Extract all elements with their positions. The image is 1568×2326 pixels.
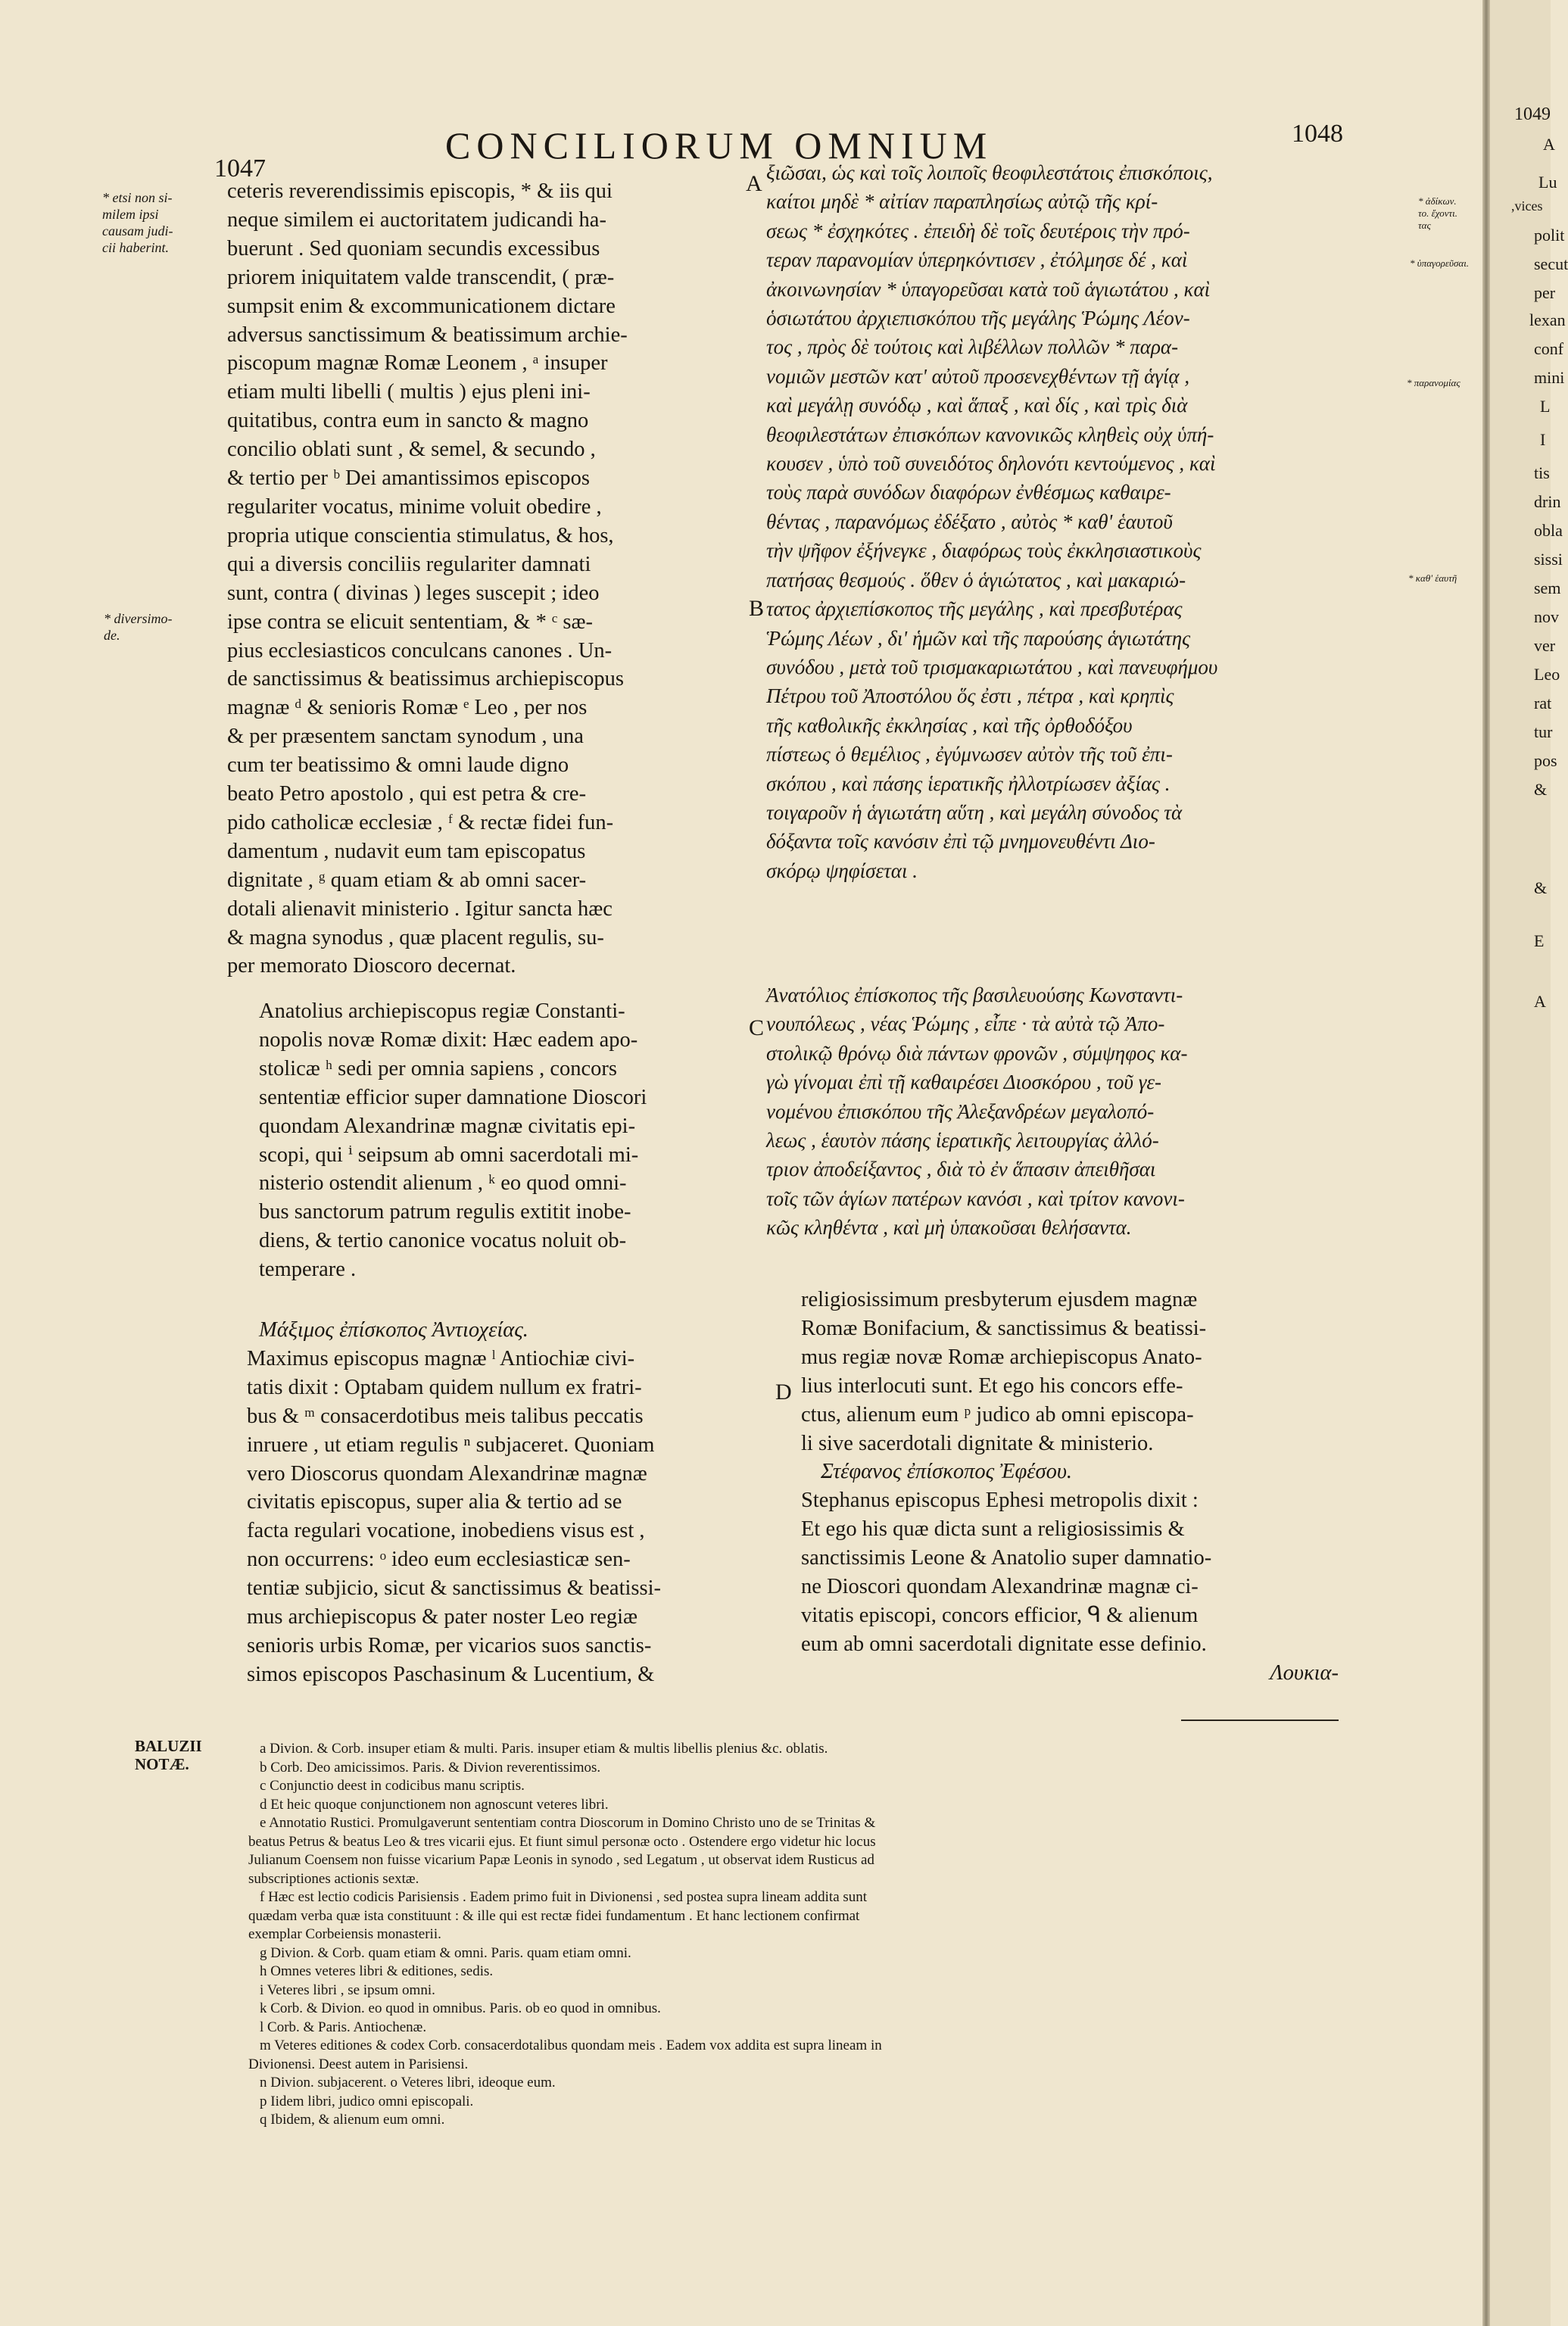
text-line: Πέτρου τοῦ Ἀποστόλου ὅς ἐστι , πέτρα , καὶ κρηπὶς bbox=[766, 684, 1174, 708]
margin-note-line: * παρανομίας bbox=[1407, 377, 1460, 388]
facing-line: sem bbox=[1534, 578, 1561, 597]
text-line: Stephanus episcopus Ephesi metropolis dixit : bbox=[801, 1489, 1199, 1513]
section-marker-d: D bbox=[775, 1380, 792, 1405]
page-number-left: 1047 bbox=[214, 154, 266, 182]
text-line: dotali alienavit ministerio . Igitur sancta hæc bbox=[227, 896, 613, 921]
text-line: qui a diversis conciliis regulariter damnati bbox=[227, 552, 591, 576]
text-line: ipse contra se elicuit sententiam, & * ᶜ sæ- bbox=[227, 610, 593, 634]
text-line: Maximus episcopus magnæ ˡ Antiochiæ civi- bbox=[247, 1346, 635, 1370]
text-line: sunt, contra ( divinas ) leges suscepit ; ideo bbox=[227, 581, 600, 605]
text-line: θεοφιλεστάτων ἐπισκόπων κανονικῶς κληθεὶς οὐχ ὑπή- bbox=[766, 422, 1214, 446]
text-line: δόξαντα τοῖς κανόσιν ἐπὶ τῷ μνημονευθέντι Διο- bbox=[766, 830, 1155, 853]
text-line: λεως , ἑαυτὸν πάσης ἱερατικῆς λειτουργίας ἀλλό- bbox=[766, 1129, 1159, 1152]
text-line: στολικῷ θρόνῳ διὰ πάντων φρονῶν , σύμψηφος κα- bbox=[766, 1041, 1188, 1065]
text-line: diens, & tertio canonice vocatus noluit ob- bbox=[259, 1229, 627, 1253]
footnote-line: q Ibidem, & alienum eum omni. bbox=[260, 2112, 445, 2128]
text-line: pius ecclesiasticos conculcans canones . Un- bbox=[227, 638, 613, 663]
facing-line: & bbox=[1534, 780, 1548, 799]
footnote-line: Julianum Coensem non fuisse vicarium Papæ Leonis in synodo , sed Legatum , ut observat idem Rusticus ad bbox=[248, 1852, 874, 1868]
footnote-line: i Veteres libri , se ipsum omni. bbox=[260, 1981, 435, 1998]
text-line: τοιγαροῦν ἡ ἁγιωτάτη αὕτη , καὶ μεγάλη σύνοδος τὰ bbox=[766, 800, 1183, 824]
margin-note-right-4 bbox=[1408, 572, 1457, 585]
footnote-line: Divionensi. Deest autem in Parisiensi. bbox=[248, 2056, 469, 2072]
facing-line: mini bbox=[1534, 368, 1565, 387]
text-line: vitatis episcopi, concors efficior, ᑫ & alienum bbox=[801, 1603, 1199, 1627]
latin-column-anatolius bbox=[259, 997, 751, 1284]
text-line: κῶς κληθέντα , καὶ μὴ ὑπακοῦσαι θελήσαντα. bbox=[766, 1216, 1132, 1239]
facing-line: & bbox=[1534, 878, 1548, 897]
text-line: vero Dioscorus quondam Alexandrinæ magnæ bbox=[247, 1461, 647, 1486]
facing-line: I bbox=[1540, 430, 1546, 449]
margin-note-line: de. bbox=[104, 628, 120, 643]
footnote-line: l Corb. & Paris. Antiochenæ. bbox=[260, 2019, 427, 2035]
footnote-line: subscriptiones actionis sextæ. bbox=[248, 1870, 419, 1887]
text-line: inruere , ut etiam regulis ⁿ subjaceret. Quoniam bbox=[247, 1433, 655, 1457]
facing-line: ver bbox=[1534, 636, 1556, 655]
text-line: σεως * ἐσχηκότες . ἐπειδὴ δὲ τοῖς δευτέροις τὴν πρό- bbox=[766, 219, 1190, 242]
footnote-line: b Corb. Deo amicissimos. Paris. & Divion reverentissimos. bbox=[260, 1759, 601, 1776]
section-marker-b: B bbox=[749, 596, 765, 621]
text-line: Romæ Bonifacium, & sanctissimus & beatissi- bbox=[801, 1316, 1207, 1340]
text-line: θέντας , παρανόμως ἐδέξατο , αὐτὸς * καθ' ἑαυτοῦ bbox=[766, 510, 1173, 533]
text-line: nisterio ostendit alienum , ᵏ eo quod omni- bbox=[259, 1171, 627, 1196]
facing-line: Α bbox=[1534, 992, 1546, 1011]
text-line: τεραν παρανομίαν ὑπερηκόντισεν , ἐτόλμησε δέ , καὶ bbox=[766, 248, 1188, 272]
text-line: νομένου ἐπισκόπου τῆς Ἀλεξανδρέων μεγαλοπό- bbox=[766, 1099, 1155, 1123]
text-line: senioris urbis Romæ, per vicarios suos sanctis- bbox=[247, 1633, 652, 1657]
text-line: tentiæ subjicio, sicut & sanctissimus & beatissi- bbox=[247, 1576, 662, 1601]
footnote-line: d Et heic quoque conjunctionem non agnoscunt veteres libri. bbox=[260, 1796, 609, 1813]
text-line: σκόπου , καὶ πάσης ἱερατικῆς ἠλλοτρίωσεν ἀξίας . bbox=[766, 772, 1171, 795]
notes-label-line: BALUZII bbox=[135, 1737, 202, 1755]
section-heading: Μάξιμος ἐπίσκοπος Ἀντιοχείας. bbox=[259, 1318, 528, 1342]
facing-line: polit bbox=[1534, 226, 1565, 245]
text-line: πίστεως ὁ θεμέλιος , ἐγύμνωσεν αὐτὸν τῆς τοῦ ἐπι- bbox=[766, 743, 1173, 766]
facing-line: Leo bbox=[1534, 665, 1560, 684]
text-line: stolicæ ʰ sedi per omnia sapiens , concors bbox=[259, 1056, 617, 1080]
margin-note-line: * καθ' ἑαυτῆ bbox=[1408, 572, 1457, 584]
text-line: τατος ἀρχιεπίσκοπος τῆς μεγάλης , καὶ πρεσβυτέρας bbox=[766, 597, 1183, 621]
facing-line: pos bbox=[1534, 751, 1557, 770]
text-line: concilio oblati sunt , & semel, & secundo , bbox=[227, 438, 596, 462]
margin-note-line: causam judi- bbox=[102, 223, 173, 239]
text-line: lius interlocuti sunt. Et ego his concors effe- bbox=[801, 1373, 1183, 1398]
greek-column-top bbox=[766, 158, 1414, 885]
facing-line: nov bbox=[1534, 607, 1559, 626]
text-line: γὼ γίνομαι ἐπὶ τῇ καθαιρέσει Διοσκόρου , τοῦ γε- bbox=[766, 1071, 1161, 1094]
text-line: dignitate , ᵍ quam etiam & ab omni sacer- bbox=[227, 868, 587, 892]
margin-note-line: τας bbox=[1418, 220, 1431, 231]
facing-line: obla bbox=[1534, 521, 1563, 540]
text-line: magnæ ᵈ & senioris Romæ ᵉ Leo , per nos bbox=[227, 696, 588, 720]
text-line: li sive sacerdotali dignitate & ministerio. bbox=[801, 1431, 1154, 1455]
facing-line: tis bbox=[1534, 463, 1550, 482]
text-line: ne Dioscori quondam Alexandrinæ magnæ ci- bbox=[801, 1575, 1199, 1599]
bottom-left-column bbox=[247, 1316, 777, 1689]
margin-note-right-1 bbox=[1418, 195, 1457, 232]
text-line: τὴν ψῆφον ἐξήνεγκε , διαφόρως τοὺς ἐκκλησιαστικοὺς bbox=[766, 539, 1202, 563]
text-line: ξιῶσαι, ὡς καὶ τοῖς λοιποῖς θεοφιλεστάτοις ἐπισκόποις, bbox=[766, 161, 1213, 184]
text-line: & tertio per ᵇ Dei amantissimos episcopos bbox=[227, 466, 590, 491]
latin-column-top bbox=[227, 177, 750, 981]
text-line: καὶ μεγάλῃ συνόδῳ , καὶ ἅπαξ , καὶ δίς , καὶ τρὶς διὰ bbox=[766, 394, 1188, 417]
text-line: non occurrens: ᵒ ideo eum ecclesiasticæ sen- bbox=[247, 1548, 631, 1572]
margin-note-left-2 bbox=[104, 610, 172, 644]
text-line: scopi, qui ⁱ seipsum ab omni sacerdotali mi- bbox=[259, 1143, 639, 1167]
text-line: Ἀνατόλιος ἐπίσκοπος τῆς βασιλευούσης Κωνσταντι- bbox=[766, 984, 1183, 1006]
margin-note-line: * etsi non si- bbox=[102, 190, 173, 205]
footnotes bbox=[248, 1740, 1365, 2130]
text-line: civitatis episcopus, super alia & tertio ad se bbox=[247, 1490, 622, 1514]
text-line: bus sanctorum patrum regulis extitit inobe- bbox=[259, 1200, 631, 1224]
margin-note-line: * ὑπαγορεῦσαι. bbox=[1410, 257, 1470, 269]
text-line: sententiæ efficior super damnatione Dioscori bbox=[259, 1085, 647, 1109]
text-line: bus & ᵐ consacerdotibus meis talibus peccatis bbox=[247, 1404, 644, 1428]
text-line: quondam Alexandrinæ magnæ civitatis epi- bbox=[259, 1114, 636, 1138]
text-line: buerunt . Sed quoniam secundis excessibus bbox=[227, 236, 600, 260]
catchword-rule bbox=[1181, 1720, 1339, 1721]
facing-line: secut bbox=[1534, 254, 1568, 273]
text-line: regulariter vocatus, minime voluit obedire , bbox=[227, 494, 602, 519]
notes-label bbox=[135, 1737, 202, 1773]
catchword: Λουκια- bbox=[1270, 1660, 1339, 1685]
text-line: religiosissimum presbyterum ejusdem magnæ bbox=[801, 1288, 1198, 1311]
facing-line: Lu bbox=[1538, 173, 1557, 192]
footnote-line: e Annotatio Rustici. Promulgaverunt sententiam contra Dioscorum in Domino Christo uno de se Trinitas & bbox=[260, 1815, 876, 1831]
facing-line: drin bbox=[1534, 492, 1561, 511]
text-line: Et ego his quæ dicta sunt a religiosissimis & bbox=[801, 1517, 1185, 1542]
page-number-right: 1048 bbox=[1292, 120, 1343, 148]
text-line: etiam multi libelli ( multis ) ejus pleni ini- bbox=[227, 380, 591, 404]
margin-note-right-2 bbox=[1410, 257, 1469, 270]
margin-note-line: cii haberint. bbox=[102, 240, 169, 255]
text-line: κουσεν , ὑπὸ τοῦ συνειδότος δηλονότι κεντούμενος , καὶ bbox=[766, 452, 1216, 475]
footnote-line: quædam verba quæ ista constituunt : & ille qui est rectæ fidei fundamentum . Et hanc lectionem confirmat bbox=[248, 1907, 860, 1924]
text-line: propria utique conscientia stimulatus, & hos, bbox=[227, 523, 614, 547]
greek-column-anatolius bbox=[766, 981, 1414, 1243]
margin-note-line: milem ipsi bbox=[102, 207, 159, 222]
notes-label-line: NOTÆ. bbox=[135, 1755, 189, 1773]
text-line: τος , πρὸς δὲ τούτοις καὶ λιβέλλων πολλῶν * παρα- bbox=[766, 335, 1179, 359]
facing-line: rat bbox=[1534, 694, 1552, 712]
facing-line: ,vices bbox=[1511, 198, 1543, 214]
text-line: τοῖς τῶν ἁγίων πατέρων κανόσι , καὶ τρίτον κανονι- bbox=[766, 1186, 1185, 1210]
footnote-line: beatus Petrus & beatus Leo & tres vicarii ejus. Et fiunt simul personæ octo . Ostendere ergo videtur hic locus bbox=[248, 1833, 876, 1850]
footnote-line: p Iidem libri, judico omni episcopali. bbox=[260, 2093, 474, 2109]
margin-note-right-3 bbox=[1407, 377, 1460, 389]
footnote-line: n Divion. subjacerent. o Veteres libri, ideoque eum. bbox=[260, 2075, 556, 2091]
running-title: CONCILIORUM OMNIUM bbox=[445, 124, 993, 167]
footnote-line: a Divion. & Corb. insuper etiam & multi. Paris. insuper etiam & multis libellis plenius &c. oblatis. bbox=[260, 1741, 828, 1757]
text-line: damentum , nudavit eum tam episcopatus bbox=[227, 839, 586, 863]
text-line: nopolis novæ Romæ dixit: Hæc eadem apo- bbox=[259, 1027, 638, 1052]
text-line: beato Petro apostolo , qui est petra & cre- bbox=[227, 782, 587, 806]
facing-line: lexan bbox=[1529, 310, 1566, 329]
book-gutter bbox=[1482, 0, 1490, 2326]
facing-line: conf bbox=[1534, 339, 1564, 358]
facing-line: L bbox=[1540, 397, 1551, 416]
section-heading: Στέφανος ἐπίσκοπος Ἐφέσου. bbox=[821, 1460, 1073, 1484]
facing-page-number: 1049 bbox=[1514, 104, 1551, 124]
text-line: τοὺς παρὰ συνόδων διαφόρων ἐνθέσμως καθαιρε- bbox=[766, 481, 1171, 504]
margin-note-line: * diversimo- bbox=[104, 611, 173, 626]
footnote-line: c Conjunctio deest in codicibus manu scriptis. bbox=[260, 1778, 525, 1794]
facing-line: A bbox=[1543, 135, 1555, 154]
text-line: neque similem ei auctoritatem judicandi ha- bbox=[227, 207, 606, 232]
margin-note-line: * ἀδίκων. bbox=[1418, 195, 1457, 207]
footnote-line: exemplar Corbeiensis monasterii. bbox=[248, 1926, 441, 1942]
text-line: sanctissimis Leone & Anatolio super damnatio- bbox=[801, 1546, 1212, 1570]
text-line: quitatibus, contra eum in sancto & magno bbox=[227, 409, 589, 433]
text-line: mus archiepiscopus & pater noster Leo regiæ bbox=[247, 1605, 638, 1629]
text-line: cum ter beatissimo & omni laude digno bbox=[227, 753, 569, 778]
facing-page-edge bbox=[1490, 0, 1568, 2326]
text-line: πατήσας θεσμούς . ὅθεν ὁ ἁγιώτατος , καὶ μακαριώ- bbox=[766, 568, 1186, 591]
text-line: τῆς καθολικῆς ἐκκλησίας , καὶ τῆς ὀρθοδόξου bbox=[766, 713, 1133, 737]
text-line: temperare . bbox=[259, 1258, 357, 1282]
text-line: & per præsentem sanctam synodum , una bbox=[227, 725, 584, 749]
footnote-line: k Corb. & Divion. eo quod in omnibus. Paris. ob eo quod in omnibus. bbox=[260, 2000, 661, 2016]
text-line: νομιῶν μεστῶν κατ' αὐτοῦ προσενεχθέντων τῇ ἁγίᾳ , bbox=[766, 364, 1190, 388]
text-line: eum ab omni sacerdotali dignitate esse definio. bbox=[801, 1632, 1207, 1656]
text-line: sumpsit enim & excommunicationem dictare bbox=[227, 294, 616, 318]
text-line: νουπόλεως , νέας Ῥώμης , εἶπε · τὰ αὐτὰ τῷ Ἀπο- bbox=[766, 1012, 1165, 1036]
facing-line: per bbox=[1534, 283, 1556, 302]
facing-line: tur bbox=[1534, 722, 1553, 741]
text-line: adversus sanctissimum & beatissimum archie- bbox=[227, 323, 628, 347]
footnote-line: m Veteres editiones & codex Corb. consacerdotalibus quondam meis . Eadem vox addita est supra lineam in bbox=[260, 2038, 882, 2053]
text-line: priorem iniquitatem valde transcendit, ( præ- bbox=[227, 265, 615, 289]
bottom-right-column bbox=[801, 1286, 1407, 1688]
facing-line: Ε bbox=[1534, 931, 1545, 950]
text-line: ὁσιωτάτου ἀρχιεπισκόπου τῆς μεγάλης Ῥώμης Λέον- bbox=[766, 307, 1190, 330]
text-line: piscopum magnæ Romæ Leonem , ᵃ insuper bbox=[227, 351, 608, 376]
text-line: facta regulari vocatione, inobediens visus est , bbox=[247, 1519, 645, 1543]
text-line: ctus, alienum eum ᵖ judico ab omni episcopa- bbox=[801, 1402, 1194, 1426]
footnote-line: g Divion. & Corb. quam etiam & omni. Paris. quam etiam omni. bbox=[260, 1944, 631, 1961]
text-line: tatis dixit : Optabam quidem nullum ex fratri- bbox=[247, 1375, 642, 1399]
section-marker-a: A bbox=[746, 171, 762, 196]
text-line: de sanctissimus & beatissimus archiepiscopus bbox=[227, 667, 625, 691]
facing-line: sissi bbox=[1534, 550, 1563, 569]
text-line: per memorato Dioscoro decernat. bbox=[227, 954, 516, 978]
footnote-line: h Omnes veteres libri & editiones, sedis. bbox=[260, 1963, 494, 1979]
text-line: mus regiæ novæ Romæ archiepiscopus Anato- bbox=[801, 1345, 1202, 1369]
footnote-line: f Hæc est lectio codicis Parisiensis . Eadem primo fuit in Divionensi , sed postea supra lineam addita sunt bbox=[260, 1889, 868, 1905]
text-line: Ῥώμης Λέων , δι' ἡμῶν καὶ τῆς παρούσης ἁγιωτάτης bbox=[766, 626, 1191, 650]
margin-note-left-1 bbox=[102, 189, 173, 256]
text-line: ceteris reverendissimis episcopis, * & iis qui bbox=[227, 179, 613, 203]
text-line: pido catholicæ ecclesiæ , ᶠ & rectæ fidei fun- bbox=[227, 810, 614, 834]
text-line: τριον ἀποδείξαντος , διὰ τὸ ἐν ἅπασιν ἀπειθῆσαι bbox=[766, 1158, 1156, 1181]
text-line: σκόρῳ ψηφίσεται . bbox=[766, 859, 918, 882]
text-line: καίτοι μηδὲ * αἰτίαν παραπλησίως αὐτῷ τῆς κρί- bbox=[766, 190, 1158, 214]
text-line: ἀκοινωνησίαν * ὑπαγορεῦσαι κατὰ τοῦ ἁγιωτάτου , καὶ bbox=[766, 277, 1211, 301]
text-line: & magna synodus , quæ placent regulis, su- bbox=[227, 925, 604, 949]
section-marker-c: C bbox=[749, 1015, 765, 1040]
text-line: συνόδου , μετὰ τοῦ τρισμακαριωτάτου , καὶ πανευφήμου bbox=[766, 655, 1218, 678]
text-line: Anatolius archiepiscopus regiæ Constanti- bbox=[259, 999, 625, 1023]
margin-note-line: το. ἔχοντι. bbox=[1418, 207, 1458, 219]
text-line: simos episcopos Paschasinum & Lucentium, & bbox=[247, 1662, 655, 1686]
